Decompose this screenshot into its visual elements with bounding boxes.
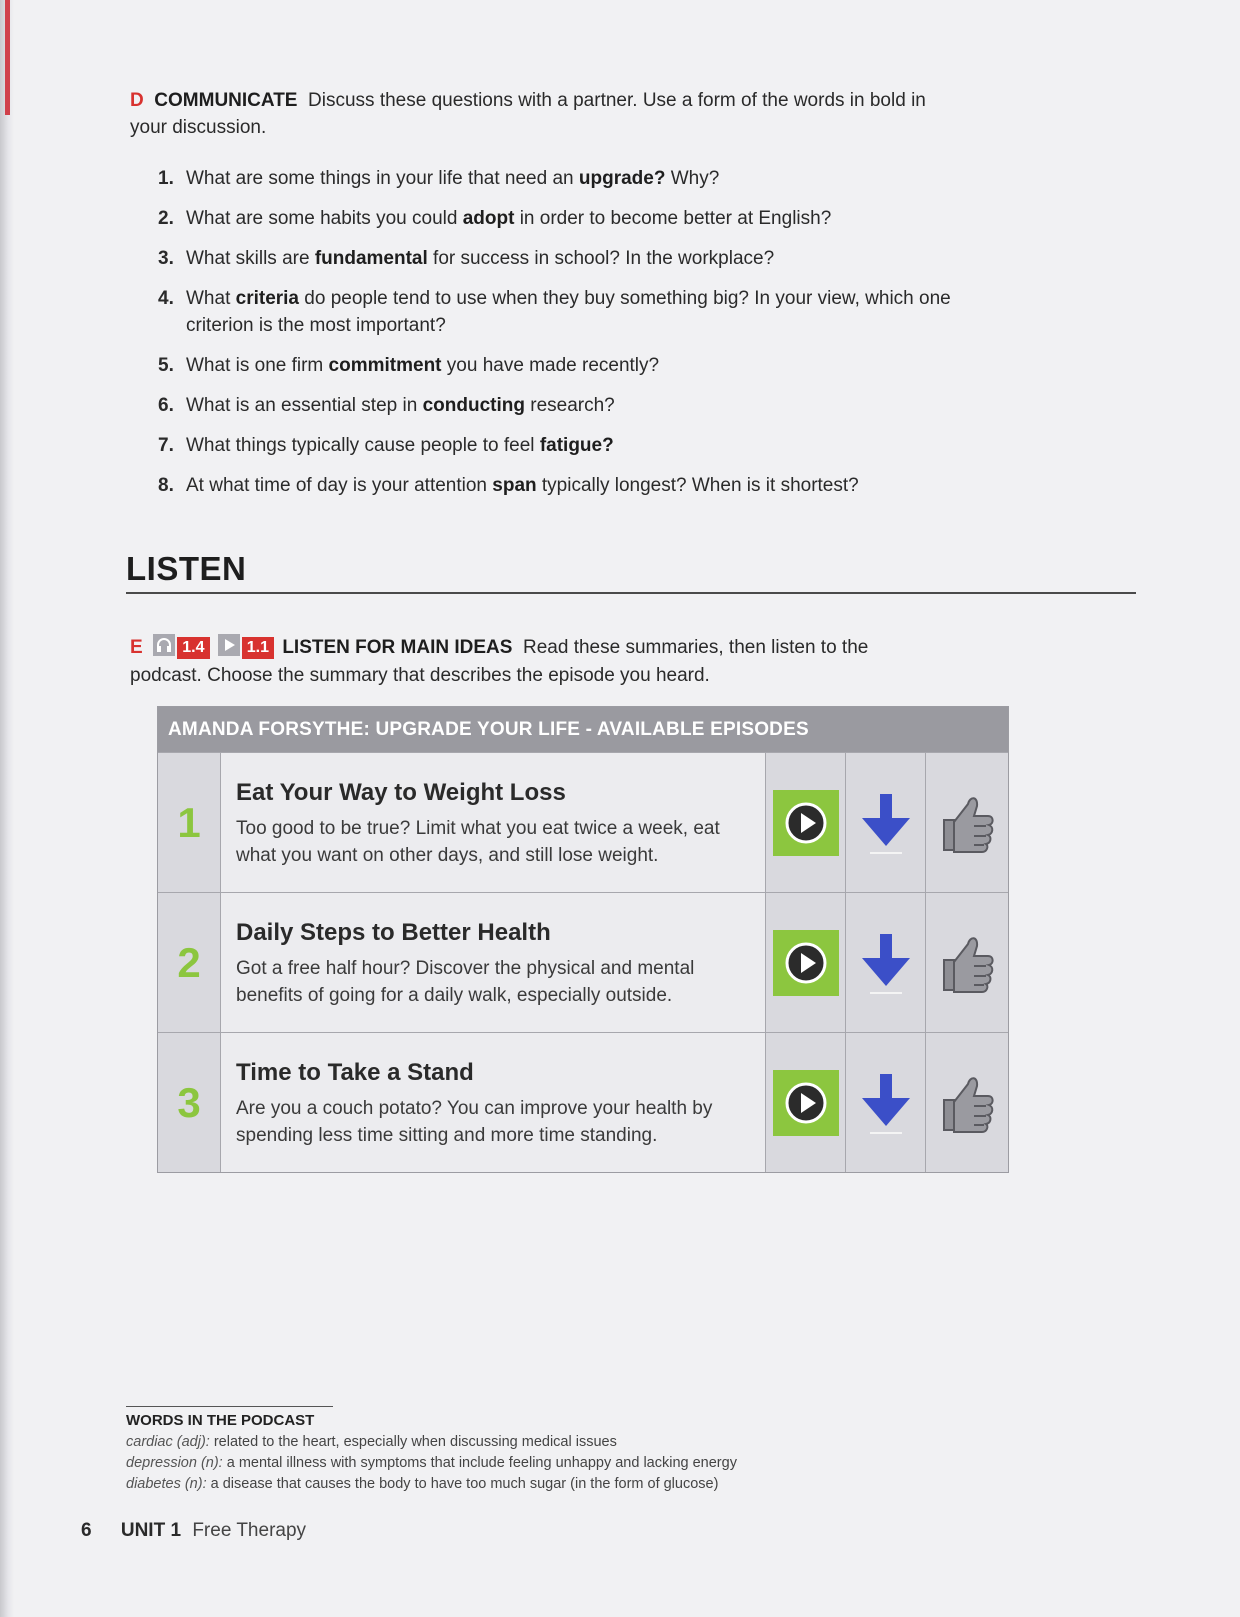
play-icon — [783, 800, 829, 846]
vocab-word: adopt — [462, 208, 515, 229]
question-item — [158, 392, 958, 419]
question-text: What is one firm — [186, 355, 329, 376]
question-number: 4. — [158, 288, 174, 309]
glossary-definition: related to the heart, especially when discussing medical issues — [209, 1434, 617, 1450]
glossary-item — [126, 1474, 976, 1495]
glossary-term: cardiac (adj): — [126, 1434, 210, 1450]
question-text: What things typically cause people to feel — [186, 435, 540, 456]
unit-label: UNIT 1 — [120, 1520, 182, 1541]
episode-summary — [221, 893, 766, 1032]
download-arrow-icon[interactable] — [858, 790, 914, 856]
question-item — [158, 285, 958, 339]
glossary-definition: a mental illness with symptoms that include feeling unhappy and lacking energy — [222, 1455, 737, 1471]
episode-number: 3 — [158, 1033, 221, 1172]
glossary-term: depression (n): — [126, 1455, 223, 1471]
episode-summary — [221, 753, 766, 892]
question-number: 8. — [158, 475, 174, 496]
question-text: in order to become better at English? — [514, 208, 832, 229]
episode-title: Eat Your Way to Weight Loss — [236, 779, 566, 806]
glossary-heading: WORDS IN THE PODCAST — [126, 1412, 315, 1429]
section-instruction: Read these summaries, then listen to the podcast. Choose the summary that describes the episode you heard. — [130, 637, 869, 686]
episodes-table — [157, 706, 1009, 1173]
play-button[interactable] — [773, 1070, 839, 1136]
episode-title: Time to Take a Stand — [236, 1059, 474, 1086]
question-number: 5. — [158, 355, 174, 376]
play-cell — [766, 893, 846, 1032]
page-footer — [81, 1520, 306, 1542]
like-cell — [926, 893, 1005, 1032]
download-cell — [846, 893, 926, 1032]
words-in-podcast-box — [126, 1406, 976, 1495]
vocab-word: conducting — [422, 395, 525, 416]
vocab-word: upgrade? — [578, 168, 666, 189]
question-text: At what time of day is your attention — [186, 475, 493, 496]
episode-number: 2 — [158, 893, 221, 1032]
vocab-word: commitment — [328, 355, 442, 376]
play-button[interactable] — [773, 790, 839, 856]
question-text: What — [186, 288, 236, 309]
listen-divider — [126, 592, 1136, 594]
section-letter: E — [130, 637, 143, 658]
question-item — [158, 352, 958, 379]
question-text: Why? — [665, 168, 720, 189]
question-text: do people tend to use when they buy something big? In your view, which one criterion is the most important? — [186, 288, 951, 336]
question-text: you have made recently? — [441, 355, 660, 376]
question-item — [158, 205, 958, 232]
question-number: 1. — [158, 168, 174, 189]
audio-track-badge[interactable]: 1.4 — [177, 637, 209, 659]
like-cell — [926, 753, 1005, 892]
question-text: typically longest? When is it shortest? — [536, 475, 859, 496]
glossary-divider — [126, 1406, 333, 1407]
episode-description: Got a free half hour? Discover the physical and mental benefits of going for a daily walk, especially outside. — [236, 958, 695, 1006]
episode-row — [158, 892, 1008, 1032]
headphones-icon — [153, 634, 175, 656]
listen-heading: LISTEN — [126, 550, 247, 587]
episodes-table-header: AMANDA FORSYTHE: UPGRADE YOUR LIFE - AVAILABLE EPISODES — [158, 707, 1008, 752]
question-item — [158, 165, 958, 192]
section-letter: D — [130, 90, 144, 111]
section-d-intro — [130, 87, 940, 141]
section-heading: COMMUNICATE — [154, 90, 298, 111]
page-number: 6 — [81, 1520, 92, 1541]
vocab-word: fatigue? — [539, 435, 614, 456]
question-text: What are some habits you could — [186, 208, 463, 229]
section-instruction: Discuss these questions with a partner. Use a form of the words in bold in your discussion. — [130, 90, 926, 138]
question-text: What skills are — [186, 248, 315, 269]
episode-row — [158, 1032, 1008, 1172]
question-number: 7. — [158, 435, 174, 456]
question-text: research? — [524, 395, 615, 416]
unit-title: Free Therapy — [192, 1520, 307, 1541]
thumbs-up-icon[interactable] — [934, 1070, 998, 1136]
section-e-intro — [130, 634, 930, 690]
play-icon — [783, 1080, 829, 1126]
question-number: 6. — [158, 395, 174, 416]
vocab-word: criteria — [235, 288, 299, 309]
glossary-item — [126, 1432, 976, 1453]
episode-title: Daily Steps to Better Health — [236, 919, 551, 946]
episode-description: Too good to be true? Limit what you eat twice a week, eat what you want on other days, and still lose weight. — [236, 818, 720, 866]
play-button[interactable] — [773, 930, 839, 996]
glossary-term: diabetes (n): — [126, 1476, 207, 1492]
question-item — [158, 432, 958, 459]
question-number: 3. — [158, 248, 174, 269]
episode-summary — [221, 1033, 766, 1172]
discussion-question-list — [158, 165, 958, 512]
question-text: What are some things in your life that need an — [186, 168, 579, 189]
thumbs-up-icon[interactable] — [934, 930, 998, 996]
glossary-definition: a disease that causes the body to have too much sugar (in the form of glucose) — [206, 1476, 719, 1492]
video-play-icon — [218, 634, 240, 656]
play-cell — [766, 1033, 846, 1172]
page-edge-tab — [5, 0, 10, 115]
download-arrow-icon[interactable] — [858, 930, 914, 996]
question-text: What is an essential step in — [186, 395, 423, 416]
question-item — [158, 472, 958, 499]
video-track-badge[interactable]: 1.1 — [242, 637, 274, 659]
like-cell — [926, 1033, 1005, 1172]
download-arrow-icon[interactable] — [858, 1070, 914, 1136]
vocab-word: span — [492, 475, 537, 496]
download-cell — [846, 753, 926, 892]
book-spine-shadow — [0, 0, 14, 1617]
episode-row — [158, 752, 1008, 892]
play-cell — [766, 753, 846, 892]
thumbs-up-icon[interactable] — [934, 790, 998, 856]
glossary-item — [126, 1453, 976, 1474]
question-item — [158, 245, 958, 272]
section-heading: LISTEN FOR MAIN IDEAS — [282, 637, 513, 658]
episode-description: Are you a couch potato? You can improve your health by spending less time sitting and more time standing. — [236, 1098, 713, 1146]
vocab-word: fundamental — [314, 248, 428, 269]
question-number: 2. — [158, 208, 174, 229]
play-icon — [783, 940, 829, 986]
download-cell — [846, 1033, 926, 1172]
episode-number: 1 — [158, 753, 221, 892]
question-text: for success in school? In the workplace? — [427, 248, 775, 269]
